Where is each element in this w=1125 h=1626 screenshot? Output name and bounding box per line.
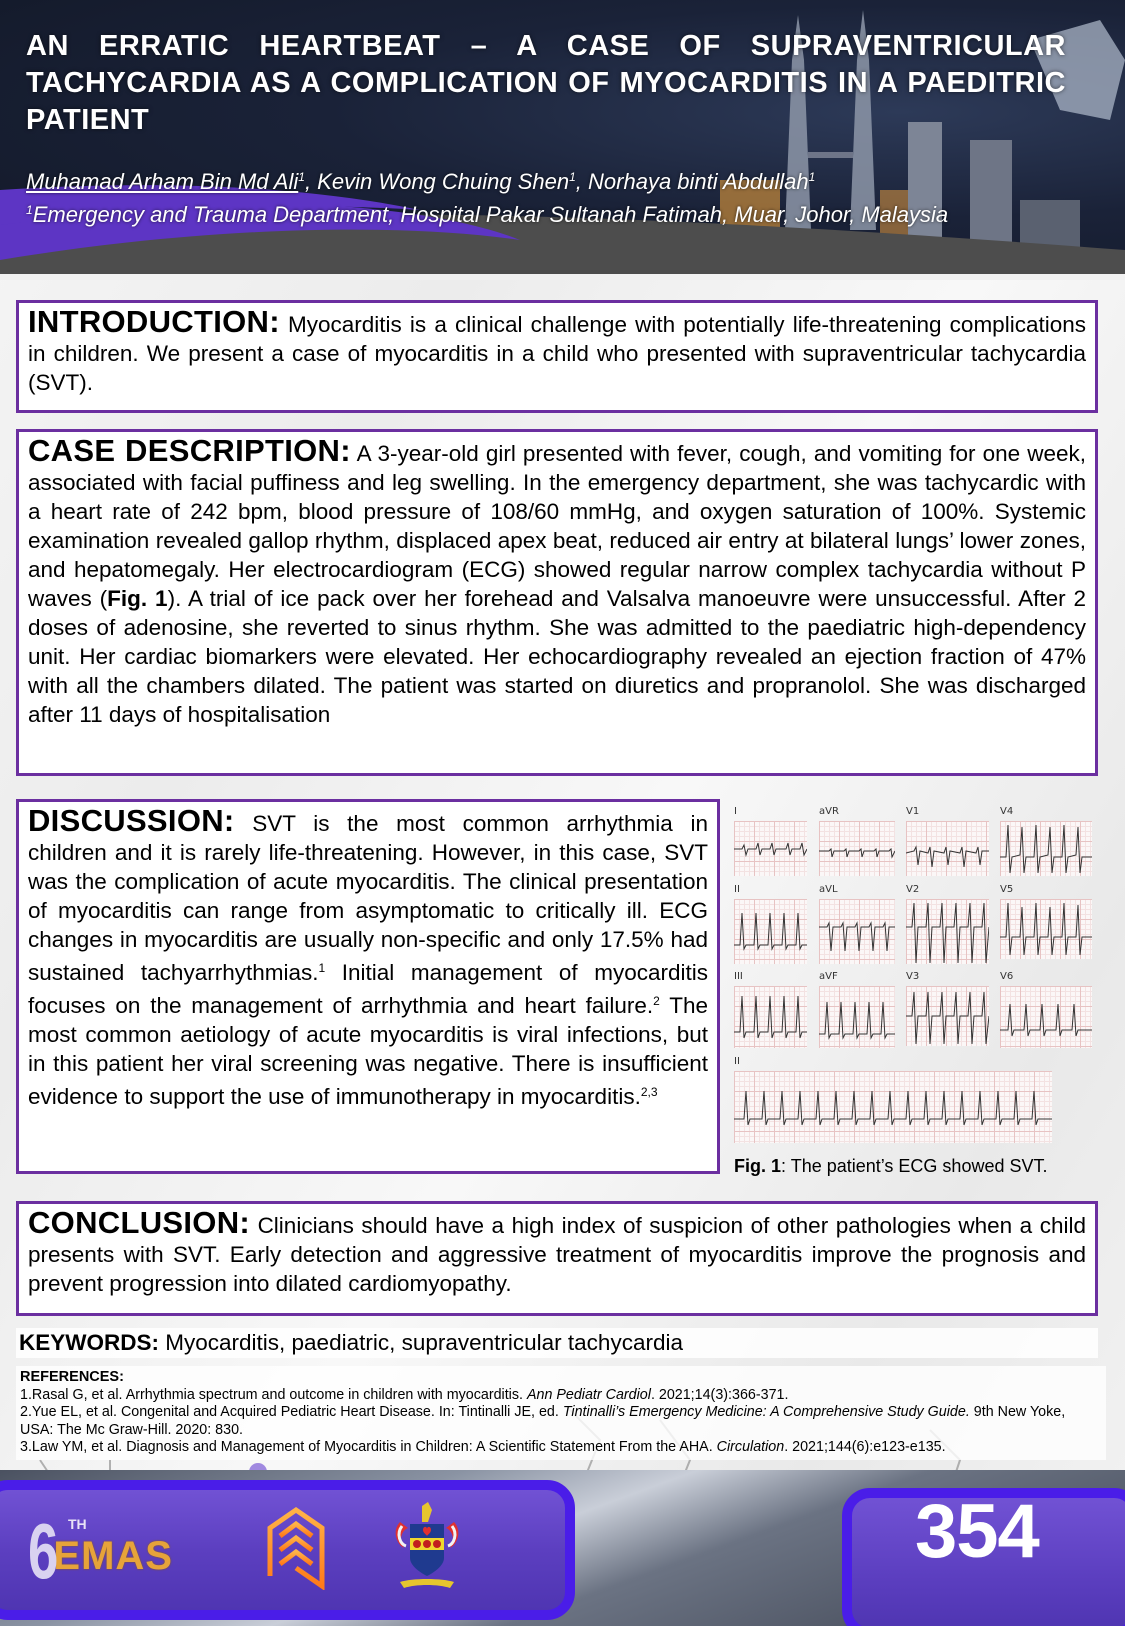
discussion-text: SVT is the most common arrhythmia in children and it is rarely life-threatening. However, in this case, SVT was the complication of acute myocarditis. The clinical presentation of myocarditis can range from asymptomatic to critically ill. ECG changes in myocarditis are usually non-specific and only 17.5% had sustained tachyarrhythmias. — [28, 811, 708, 985]
figure-reference: Fig. 1 — [107, 586, 168, 611]
case-description-text: A 3-year-old girl presented with fever, cough, and vomiting for one week, associated with facial puffiness and leg swelling. In the emergency department, she was tachycardic with a heart rate of 242 bpm, blood pressure of 108/60 mmHg, and oxygen saturation of 100%. Systemic examination revealed gallop rhythm, displaced apex beat, reduced air entry at bilateral lungs’ lower zones, and hepatomegaly. Her electrocardiogram (ECG) showed regular narrow complex tachycardia without P waves ( — [28, 441, 1086, 611]
ecg-rhythm-strip: II — [734, 1056, 1064, 1156]
ecg-lead: V3 — [906, 971, 991, 1049]
affiliation-marker: 1 — [569, 170, 576, 184]
introduction-section — [16, 300, 1098, 413]
affiliation-marker: 1 — [808, 170, 816, 184]
affiliation-marker: 1 — [298, 170, 305, 184]
conclusion-text: Clinicians should have a high index of suspicion of other pathologies when a child presents with SVT. Early detection and aggressive treatment of myocarditis improve the prognosis and prevent progression into dilated cardiomyopathy. — [28, 1213, 1086, 1296]
keywords-text: Myocarditis, paediatric, supraventricular tachycardia — [159, 1330, 683, 1355]
ecg-lead: II — [734, 884, 809, 964]
introduction-heading: INTRODUCTION: — [28, 304, 280, 339]
discussion-heading: DISCUSSION: — [28, 803, 235, 838]
poster-header — [0, 0, 1125, 280]
references-heading: REFERENCES: — [20, 1369, 124, 1385]
hospital-crest-icon — [392, 1500, 462, 1592]
reference-item: 2.Yue EL, et al. Congenital and Acquired Pediatric Heart Disease. In: Tintinalli JE, ed. Tintinalli’s Emergency Medicine: A Comprehensive Study Guide. 9th New Yoke, USA: The Mc Graw-Hill. 2020: 830. — [20, 1404, 1066, 1438]
reference-item: 3.Law YM, et al. Diagnosis and Management of Myocarditis in Children: A Scientific Statement From the AHA. Circulation. 2021;144(6):e123-e135. — [20, 1439, 946, 1455]
ecg-lead: III — [734, 971, 809, 1049]
ecg-lead: V4 — [1000, 806, 1094, 876]
keywords-section — [16, 1328, 1098, 1358]
ecg-lead: aVL — [819, 884, 897, 964]
author-block — [26, 163, 948, 229]
discussion-section: DISCUSSION: SVT is the most common arrhythmia in children and it is rarely life-threatening. However, in this case, SVT was the complication of acute myocarditis. The clinical presentation of myocarditis can range from asymptomatic to critically ill. ECG changes in myocarditis are usually non-specific and only 17.5% had sustained tachyarrhythmias.$^1$ Initial management of myocarditis focuses on the management of arrhythmia and heart failure.$^2$ The most common aetiology of acute myocarditis is viral infections, but in this patient her viral screening was negative. There is insufficient evidence to support the use of immunotherapy in myocarditis.$^{2,3}$ — [16, 799, 720, 1174]
citation-marker: 1 — [318, 961, 326, 975]
reference-item: 1.Rasal G, et al. Arrhythmia spectrum and outcome in children with myocarditis. Ann Pediatr Cardiol. 2021;14(3):366-371. — [20, 1386, 789, 1403]
keywords-label: KEYWORDS: — [19, 1330, 159, 1355]
figure-caption: Fig. 1: The patient’s ECG showed SVT. — [734, 1156, 1048, 1176]
case-description-section — [16, 429, 1098, 776]
author-list: Muhamad Arham Bin Md Ali$^1$, Kevin Wong Chuing Shen$^1$, Norhaya binti Abdullah$^1$ — [26, 169, 816, 194]
citation-marker: 2,3 — [640, 1085, 658, 1099]
ecg-lead: I — [734, 806, 809, 876]
poster-title: AN ERRATIC HEARTBEAT – A CASE OF SUPRAVENTRICULAR TACHYCARDIA AS A COMPLICATION OF MYOCARDITIS IN A PAEDITRIC PATIENT — [26, 30, 1066, 136]
case-description-heading: CASE DESCRIPTION: — [28, 433, 351, 468]
case-description-text-cont: ). A trial of ice pack over her forehead and Valsalva manoeuvre were unsuccessful. After 2 doses of adenosine, she reverted to sinus rhythm. She was admitted to the paediatric high-dependency unit. Her cardiac biomarkers were elevated. Her echocardiography revealed an ejection fraction of 47% with all the chambers dilated. The patient was started on diuretics and propranolol. She was discharged after 11 days of hospitalisation — [28, 586, 1086, 727]
ecg-lead: V6 — [1000, 971, 1094, 1049]
references-section — [16, 1366, 1106, 1460]
author-name: Norhaya binti Abdullah — [588, 169, 809, 194]
ecg-lead: V5 — [1000, 884, 1094, 964]
conclusion-heading: CONCLUSION: — [28, 1205, 251, 1240]
presenting-author: Muhamad Arham Bin Md Ali — [26, 169, 299, 194]
author-name: Kevin Wong Chuing Shen — [317, 169, 570, 194]
emas-logo: 6 TH EMAS — [28, 1507, 173, 1595]
conclusion-section — [16, 1201, 1098, 1316]
chevron-logo-icon — [266, 1506, 326, 1590]
ecg-lead: V1 — [906, 806, 991, 876]
poster-number: 354 — [915, 1489, 1039, 1574]
ecg-figure — [734, 806, 1104, 1181]
affiliation: $^1$Emergency and Trauma Department, Hospital Pakar Sultanah Fatimah, Muar, Johor, Malaysia — [26, 202, 949, 227]
citation-marker: 2 — [653, 994, 660, 1008]
ecg-lead: aVR — [819, 806, 897, 876]
introduction-text: Myocarditis is a clinical challenge with potentially life-threatening complications in children. We present a case of myocarditis in a child who presented with supraventricular tachycardia (SVT). — [28, 312, 1086, 395]
ecg-lead: aVF — [819, 971, 897, 1049]
ecg-lead: V2 — [906, 884, 991, 964]
